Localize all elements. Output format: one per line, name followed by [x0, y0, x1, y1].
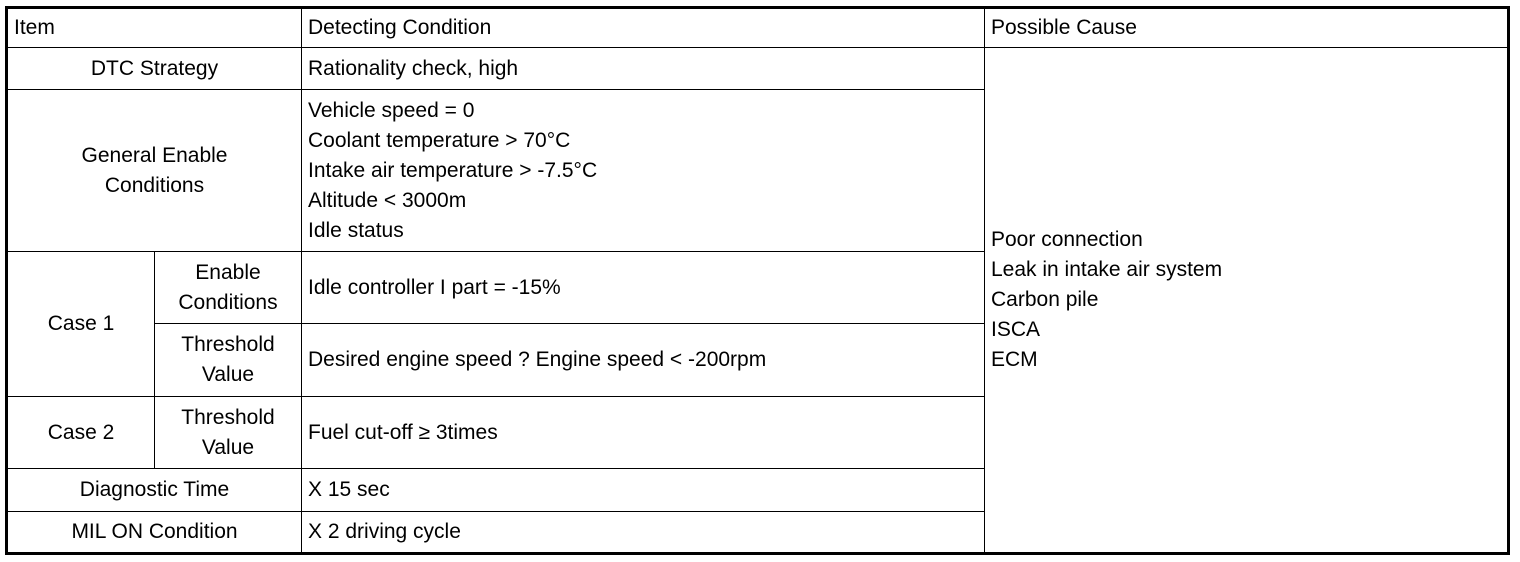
dtc-spec-table [5, 6, 1510, 555]
dtc-strategy-value: Rationality check, high [302, 48, 985, 90]
case2-threshold-label-line: Threshold [181, 405, 275, 429]
cause-item: Leak in intake air system [991, 258, 1223, 281]
diagnostic-time-label: Diagnostic Time [7, 469, 302, 512]
condition-line: Altitude < 3000m [308, 188, 467, 212]
case1-enable-label-line: Conditions [178, 290, 278, 314]
header-row [7, 8, 1509, 48]
case1-threshold-label-line: Threshold [181, 333, 275, 356]
header-item: Item [7, 8, 302, 48]
mil-on-value: X 2 driving cycle [302, 512, 985, 554]
case1-threshold-label-line: Value [201, 363, 255, 386]
header-detecting-condition: Detecting Condition [302, 8, 985, 48]
possible-cause-cell [985, 48, 1509, 554]
case1-enable-label [155, 252, 302, 324]
cause-item: ECM [991, 348, 1038, 371]
cause-item: Poor connection [991, 228, 1143, 251]
cause-item: Carbon pile [991, 288, 1099, 311]
general-enable-label [7, 90, 302, 252]
general-enable-label-line: Conditions [104, 173, 205, 197]
diagnostic-time-value: X 15 sec [302, 469, 985, 512]
header-possible-cause: Possible Cause [985, 8, 1509, 48]
dtc-strategy-label: DTC Strategy [7, 48, 302, 90]
general-enable-label-line: General Enable [81, 143, 228, 167]
mil-on-label: MIL ON Condition [7, 512, 302, 554]
case1-label: Case 1 [7, 252, 155, 397]
condition-line: Vehicle speed = 0 [308, 98, 475, 122]
case1-threshold-label [155, 324, 302, 397]
case1-enable-label-line: Enable [195, 260, 261, 284]
case2-threshold-label [155, 397, 302, 469]
case1-enable-value: Idle controller I part = -15% [302, 252, 985, 324]
case2-label: Case 2 [7, 397, 155, 469]
cause-item: ISCA [991, 318, 1041, 341]
case2-threshold-value: Fuel cut-off ≥ 3times [302, 397, 985, 469]
general-enable-values [302, 90, 985, 252]
condition-line: Coolant temperature > 70°C [308, 128, 571, 152]
case1-threshold-value: Desired engine speed ? Engine speed < -200rpm [302, 324, 985, 397]
row-dtc-strategy [7, 48, 1509, 90]
condition-line: Idle status [308, 218, 404, 242]
condition-line: Intake air temperature > -7.5°C [308, 158, 598, 182]
case2-threshold-label-line: Value [201, 435, 255, 459]
